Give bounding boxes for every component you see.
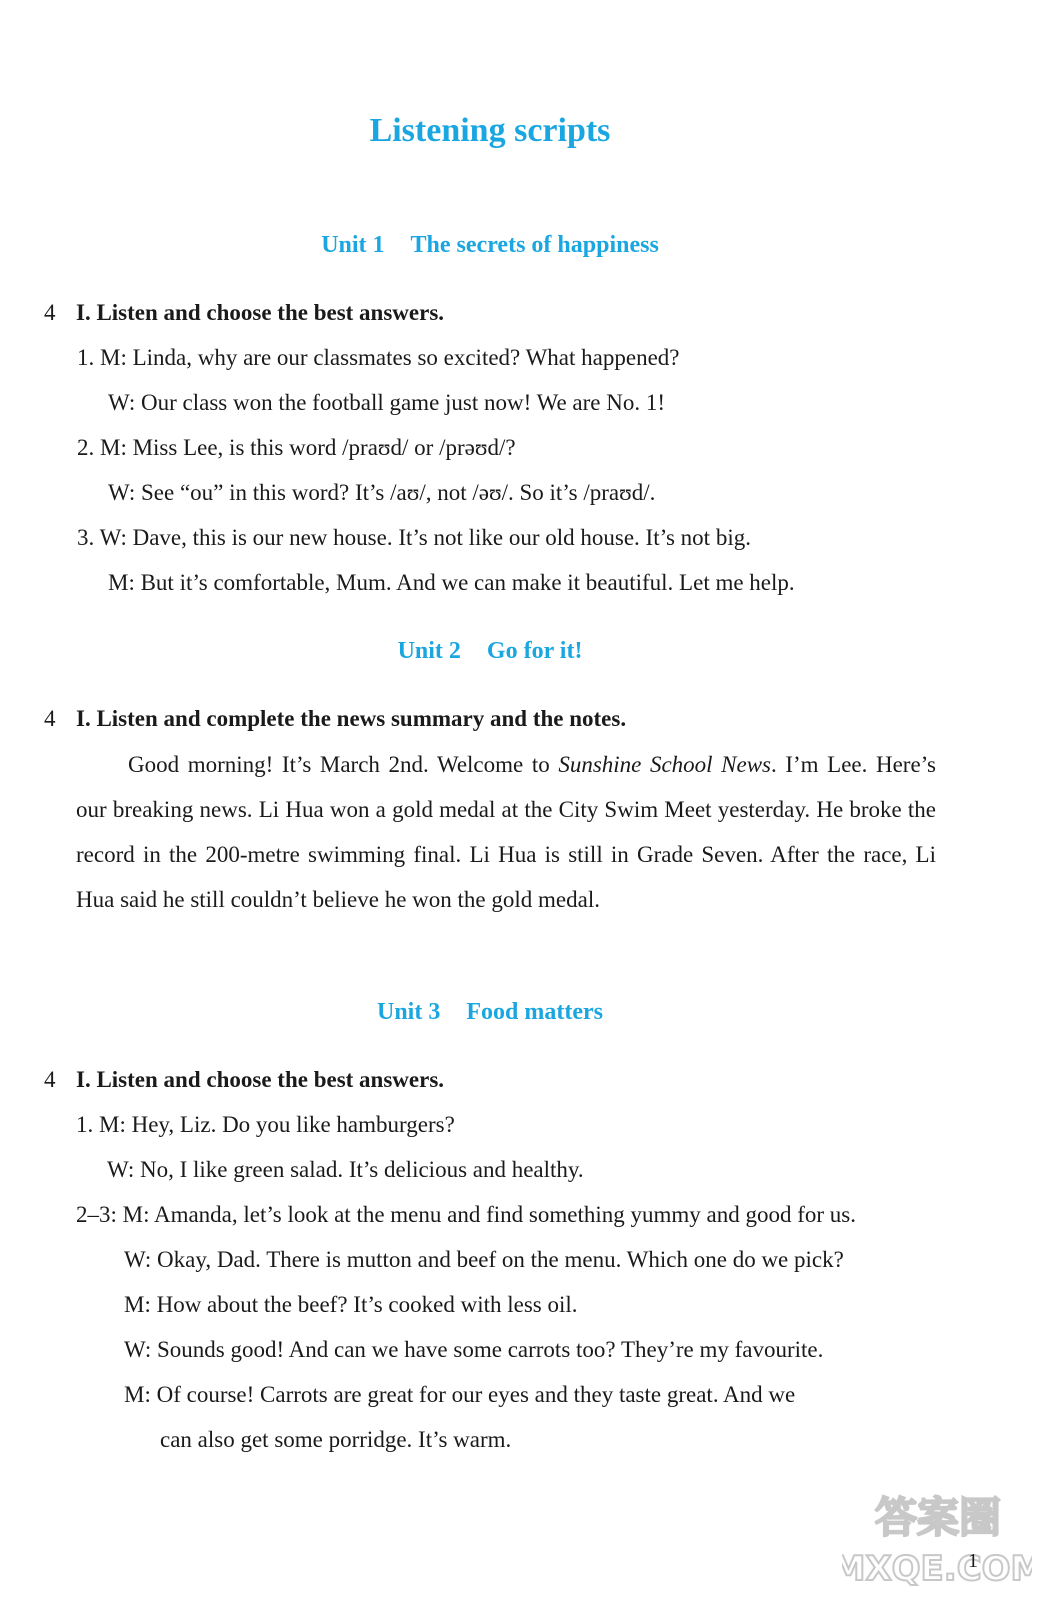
unit-1-heading <box>0 232 980 259</box>
script-line: 2. M: Miss Lee, is this word /praʊd/ or /prəʊd/? <box>77 435 516 460</box>
script-line: M: But it’s comfortable, Mum. And we can make it beautiful. Let me help. <box>108 570 795 595</box>
watermark-logo <box>842 1480 1032 1590</box>
script-line: W: No, I like green salad. It’s delicious and healthy. <box>107 1157 584 1182</box>
script-line: W: Our class won the football game just now! We are No. 1! <box>108 390 666 415</box>
news-paragraph <box>76 742 936 922</box>
page-number: 1 <box>968 1550 978 1572</box>
unit-2-section-heading <box>44 706 626 732</box>
section-number: 4 <box>44 1067 56 1092</box>
unit-1-name: The secrets of happiness <box>410 232 659 258</box>
script-line: W: See “ou” in this word? It’s /aʊ/, not /əʊ/. So it’s /praʊd/. <box>108 480 656 505</box>
watermark-text-bottom: MXQE.COM <box>842 1549 1032 1589</box>
script-line: W: Sounds good! And can we have some carrots too? They’re my favourite. <box>124 1337 824 1362</box>
watermark-text-top: 答案圈 <box>874 1493 1002 1542</box>
unit-1-label: Unit 1 <box>321 232 385 258</box>
script-line: M: Of course! Carrots are great for our eyes and they taste great. And we <box>124 1382 796 1407</box>
page-title: Listening scripts <box>369 112 611 149</box>
section-title: I. Listen and choose the best answers. <box>76 1067 445 1092</box>
script-line: 1. M: Linda, why are our classmates so excited? What happened? <box>77 345 680 370</box>
script-line: M: How about the beef? It’s cooked with less oil. <box>124 1292 578 1317</box>
script-line: 2–3: M: Amanda, let’s look at the menu and find something yummy and good for us. <box>76 1202 856 1227</box>
section-number: 4 <box>44 706 56 731</box>
script-line: 1. M: Hey, Liz. Do you like hamburgers? <box>76 1112 455 1137</box>
unit-3-heading <box>0 999 980 1026</box>
news-program-name: Sunshine School News <box>558 752 771 777</box>
news-text-rest: . I’m Lee. Here’s our breaking news. Li Hua won a gold medal at the City Swim Meet yesterday. He broke the record in the 200-metre swimming final. Li Hua is still in Grade Seven. After the race, Li Hua said he still couldn’t believe he won the gold medal. <box>76 752 936 912</box>
script-line: can also get some porridge. It’s warm. <box>160 1427 512 1452</box>
unit-2-name: Go for it! <box>486 638 583 664</box>
section-title: I. Listen and choose the best answers. <box>76 300 445 325</box>
unit-2-label: Unit 2 <box>397 638 461 664</box>
news-text-start: Good morning! It’s March 2nd. Welcome to <box>128 752 559 777</box>
script-line: 3. W: Dave, this is our new house. It’s not like our old house. It’s not big. <box>77 525 751 550</box>
section-number: 4 <box>44 300 56 325</box>
unit-3-label: Unit 3 <box>377 999 441 1025</box>
unit-3-section-heading <box>44 1067 444 1093</box>
section-title: I. Listen and complete the news summary and the notes. <box>76 706 627 731</box>
unit-1-section-heading <box>44 300 444 326</box>
unit-2-heading <box>0 638 980 665</box>
unit-3-name: Food matters <box>466 999 603 1025</box>
script-line: W: Okay, Dad. There is mutton and beef on the menu. Which one do we pick? <box>124 1247 844 1272</box>
